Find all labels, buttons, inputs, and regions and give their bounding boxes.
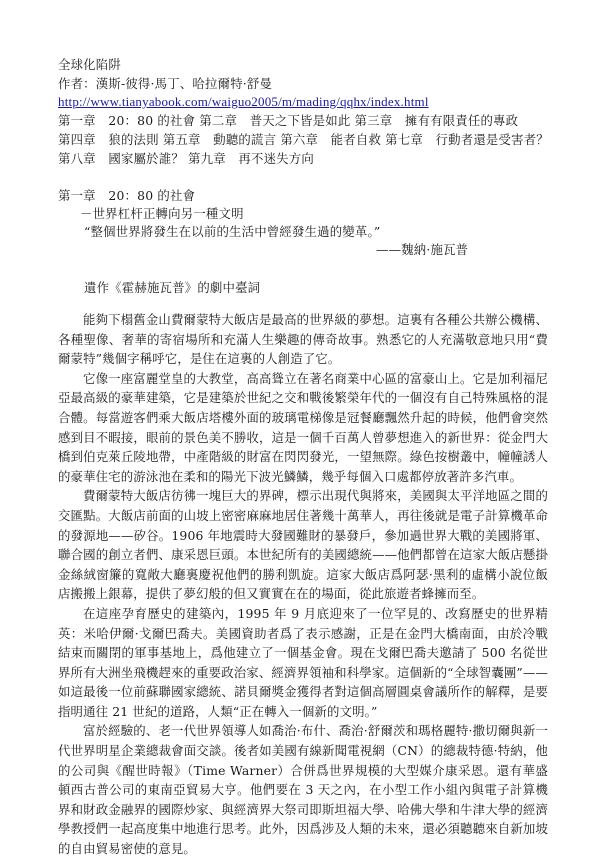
source-link-row [58, 94, 429, 110]
paragraph: 富於經驗的、老一代世界領導人如喬治·布什、喬治·舒爾茨和瑪格麗特·撒切爾與新一代世界明星企業總裁會面交談。後者如美國有線新聞電視網（CN）的總裁特德·特納，他的公司與《醒世時報》（Time Warner）合併爲世界規模的大型媒介康采恩。還有華盛頓西古普公司的東南亞貿易大亨。他們要在 3 天之內，在小型工作小組內與電子計算機界和財政金融界的國際炒家、與經濟界大祭司即斯坦福大學、哈佛大學和牛津大學的經濟學教授們一起高度集中地進行思考。此外，因爲涉及人類的未來，還必須聽聽來自新加坡的自由貿易密使的意見。 [58, 723, 548, 857]
source-link[interactable]: http://www.tianyabook.com/waiguo2005/m/mading/qqhx/index.html [58, 94, 429, 109]
epigraph-quote: “整個世界將發生在以前的生活中曾經發生過的變革。” [84, 224, 381, 239]
paragraph: 它像一座富麗堂皇的大教堂，高高聳立在著名商業中心區的富豪山上。它是加利福尼亞最高級的豪華建築，它是建築於世紀之交和戰後繁榮年代的一個沒有自己特殊風格的混合體。每當遊客們乘大飯店塔樓外面的玻璃電梯像是冠餐廳飄然升起的時候，他們會突然感到目不暇接，眼前的景色美不勝收，這是一個千百萬人曾夢想進入的新世界：從金門大橋到伯克萊丘陵地帶，中產階級的財富在閃閃發光，一望無際。綠色按樹叢中，幢幢誘人的豪華住宅的游泳池在柔和的陽光下波光鱗鱗，幾乎每個入口處都停放著許多汽車。 [58, 370, 548, 484]
toc-line: 第八章 國家屬於誰？ 第九章 再不迷失方向 [58, 151, 314, 166]
toc-line: 第四章 狼的法則 第五章 動聽的謊言 第六章 能者自救 第七章 行動者還是受害者？ [58, 132, 549, 147]
toc-line: 第一章 20：80 的社會 第二章 普天之下皆是如此 第三章 擁有有限責任的專政 [58, 113, 519, 128]
body-text [58, 310, 548, 859]
author-line: 作者：漢斯-彼得·馬丁、哈拉爾特·舒曼 [58, 76, 273, 91]
epigraph-attribution: ——魏納·施瓦普 [376, 242, 469, 257]
chapter-subtitle: －世界杠杆正轉向另一種文明 [80, 206, 244, 221]
paragraph: 在這座孕育歷史的建築內，1995 年 9 月底迎來了一位罕見的、改寫歷史的世界精英：米哈伊爾·戈爾巴喬夫。美國資助者爲了表示感謝，正是在金門大橋南面，由於冷戰結束而關閉的軍事基地上，爲他建立了一個基金會。現在戈爾巴喬夫邀請了 500 名從世界所有大洲坐飛機趕來的重要政治家、經濟界領袖和科學家。這個新的“全球智囊團”——如這最後一位前蘇聯國家總統、諾貝爾獎金獲得者對這個高層圓桌會議所作的解釋，是要指明通往 21 世紀的道路，人類“正在轉入一個新的文明。” [58, 605, 548, 719]
paragraph: 能夠下榻舊金山費爾蒙特大飯店是最高的世界級的夢想。這裏有各種公共辦公機構、各種聖像、奢華的寄宿場所和充滿人生樂趣的傳奇故事。熟悉它的人充滿敬意地只用“費爾蒙特”幾個字稱呼它，是住在這裏的人創造了它。 [58, 312, 548, 367]
section-heading: 遺作《霍赫施瓦普》的劇中臺詞 [84, 280, 261, 295]
paragraph: 費爾蒙特大飯店彷彿一塊巨大的界碑，標示出現代與將來，美國與太平洋地區之間的交匯點。大飯店前面的山坡上密密麻麻地居住著幾十萬華人，再往後就是電子計算機革命的發源地——矽谷。1906 年地震時大發國難財的暴發戶，參加過世界大戰的美國將軍、聯合國的創立者們、康采恩巨頭。本世紀所有的美國總統——他們都曾在這家大飯店懸掛金絲絨窗簾的寬敞大廳裏慶祝他們的勝利凱旋。這家大飯店爲阿瑟·黑利的虛構小說位飯店搬搬上銀幕，提供了夢幻般的但又實實在在的場面，從此旅遊者蜂擁而至。 [58, 488, 548, 602]
chapter-heading: 第一章 20：80 的社會 [58, 188, 196, 203]
document-title: 全球化陷阱 [58, 57, 121, 72]
